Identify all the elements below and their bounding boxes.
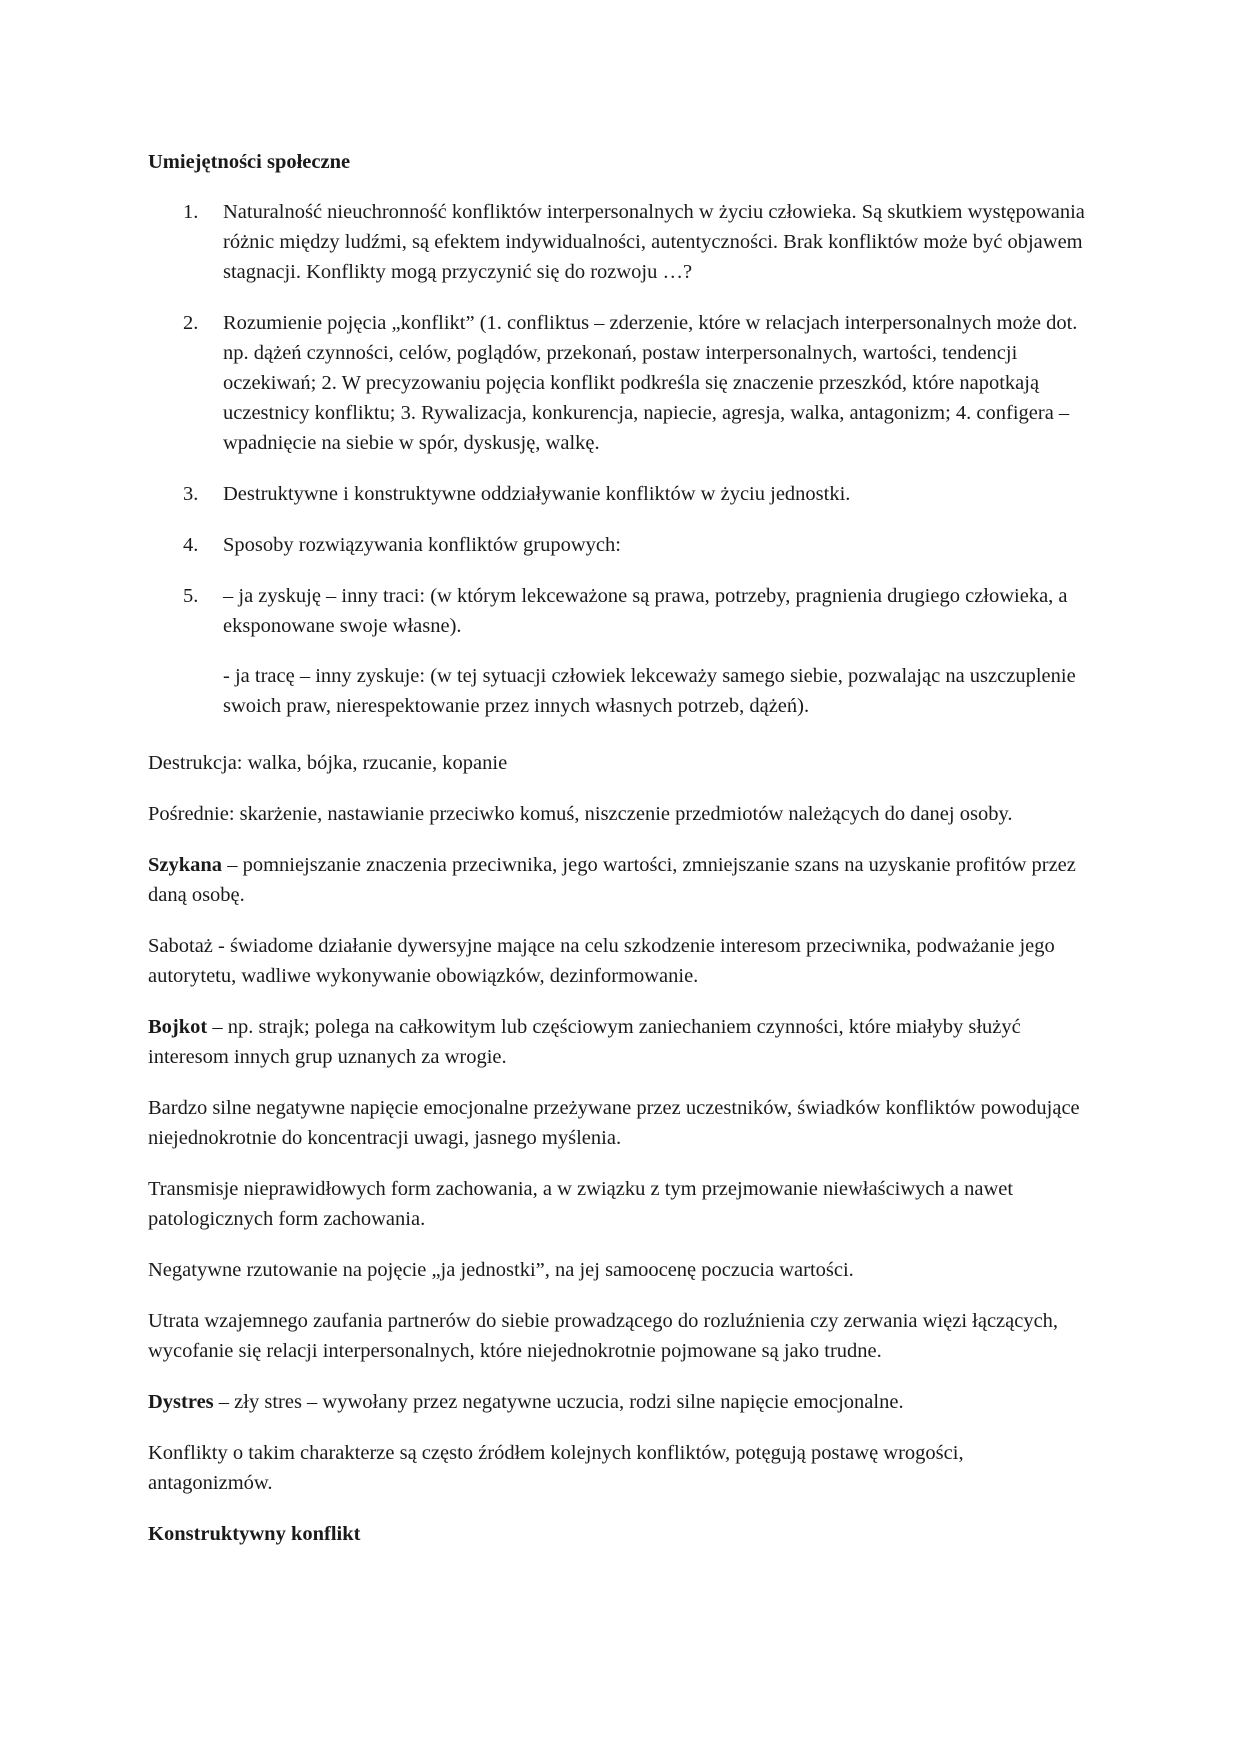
list-item (148, 479, 1088, 509)
body-text (148, 748, 1088, 1570)
numbered-list (148, 197, 1088, 742)
list-text: Rozumienie pojęcia „konflikt” (1. confliktus – zderzenie, które w relacjach interpersonalnych może dot. np. dążeń czynności, celów, poglądów, przekonań, postaw interpersonalnych, wartości, tendencji oczekiwań; 2. W precyzowaniu pojęcia konflikt podkreśla się znaczenie przeszkód, które napotkają uczestnicy konfliktu; 3. Rywalizacja, konkurencja, napiecie, agresja, walka, antagonizm; 4. configera – wpadnięcie na siebie w spór, dyskusję, walkę. (223, 312, 1078, 454)
term-szykana: Szykana (148, 854, 223, 876)
document-title: Umiejętności społeczne (148, 151, 351, 173)
list-item (148, 581, 1088, 721)
paragraph-napiecie: Bardzo silne negatywne napięcie emocjonalne przeżywane przez uczestników, świadków konfliktów powodujące niejednokrotnie do koncentracji uwagi, jasnego myślenia. (148, 1097, 1080, 1149)
list-number: 2. (183, 312, 199, 334)
list-number: 3. (183, 483, 199, 505)
list-item (148, 197, 1088, 287)
list-number: 5. (183, 585, 199, 607)
paragraph-konflikty: Konflikty o takim charakterze są często źródłem kolejnych konfliktów, potęgują postawę wrogości, antagonizmów. (148, 1442, 964, 1494)
paragraph-transmisje: Transmisje nieprawidłowych form zachowania, a w związku z tym przejmowanie niewłaściwych a nawet patologicznych form zachowania. (148, 1178, 1014, 1230)
paragraph-dystres (148, 1387, 1088, 1417)
paragraph-destrukcja: Destrukcja: walka, bójka, rzucanie, kopanie (148, 752, 508, 774)
list-item (148, 530, 1088, 560)
term-dystres: Dystres (148, 1391, 214, 1413)
paragraph-bojkot (148, 1012, 1088, 1072)
list-text: Sposoby rozwiązywania konfliktów grupowych: (223, 534, 621, 556)
section-heading-konstruktywny: Konstruktywny konflikt (148, 1523, 361, 1545)
paragraph-posrednie: Pośrednie: skarżenie, nastawianie przeciwko komuś, niszczenie przedmiotów należących do danej osoby. (148, 803, 1013, 825)
list-text: – ja zyskuję – inny traci: (w którym lekceważone są prawa, potrzeby, pragnienia drugiego człowieka, a eksponowane swoje własne). (223, 585, 1068, 637)
paragraph-utrata: Utrata wzajemnego zaufania partnerów do siebie prowadzącego do rozluźnienia czy zerwania więzi łączących, wycofanie się relacji interpersonalnych, które niejednokrotnie pojmowane są jako trudne. (148, 1310, 1059, 1362)
list-item (148, 308, 1088, 458)
term-bojkot: Bojkot (148, 1016, 208, 1038)
list-text: Destruktywne i konstruktywne oddziaływanie konfliktów w życiu jednostki. (223, 483, 851, 505)
list-text: Naturalność nieuchronność konfliktów interpersonalnych w życiu człowieka. Są skutkiem występowania różnic między ludźmi, są efektem indywidualności, autentyczności. Brak konfliktów może być objawem stagnacji. Konflikty mogą przyczynić się do rozwoju …? (223, 201, 1085, 283)
list-number: 1. (183, 201, 199, 223)
paragraph-szykana (148, 850, 1088, 910)
paragraph-rzutowanie: Negatywne rzutowanie na pojęcie „ja jednostki”, na jej samoocenę poczucia wartości. (148, 1259, 854, 1281)
list-number: 4. (183, 534, 199, 556)
list-subparagraph: - ja tracę – inny zyskuje: (w tej sytuacji człowiek lekceważy samego siebie, pozwalając na uszczuplenie swoich praw, nierespektowanie przez innych własnych potrzeb, dążeń). (223, 665, 1076, 717)
paragraph-sabotaz: Sabotaż - świadome działanie dywersyjne mające na celu szkodzenie interesom przeciwnika, podważanie jego autorytetu, wadliwe wykonywanie obowiązków, dezinformowanie. (148, 935, 1055, 987)
definition-dystres: – zły stres – wywołany przez negatywne uczucia, rodzi silne napięcie emocjonalne. (213, 1391, 904, 1413)
definition-szykana: – pomniejszanie znaczenia przeciwnika, jego wartości, zmniejszanie szans na uzyskanie profitów przez daną osobę. (148, 854, 1076, 906)
definition-bojkot: – np. strajk; polega na całkowitym lub częściowym zaniechaniem czynności, które miałyby służyć interesom innych grup uznanych za wrogie. (148, 1016, 1021, 1068)
